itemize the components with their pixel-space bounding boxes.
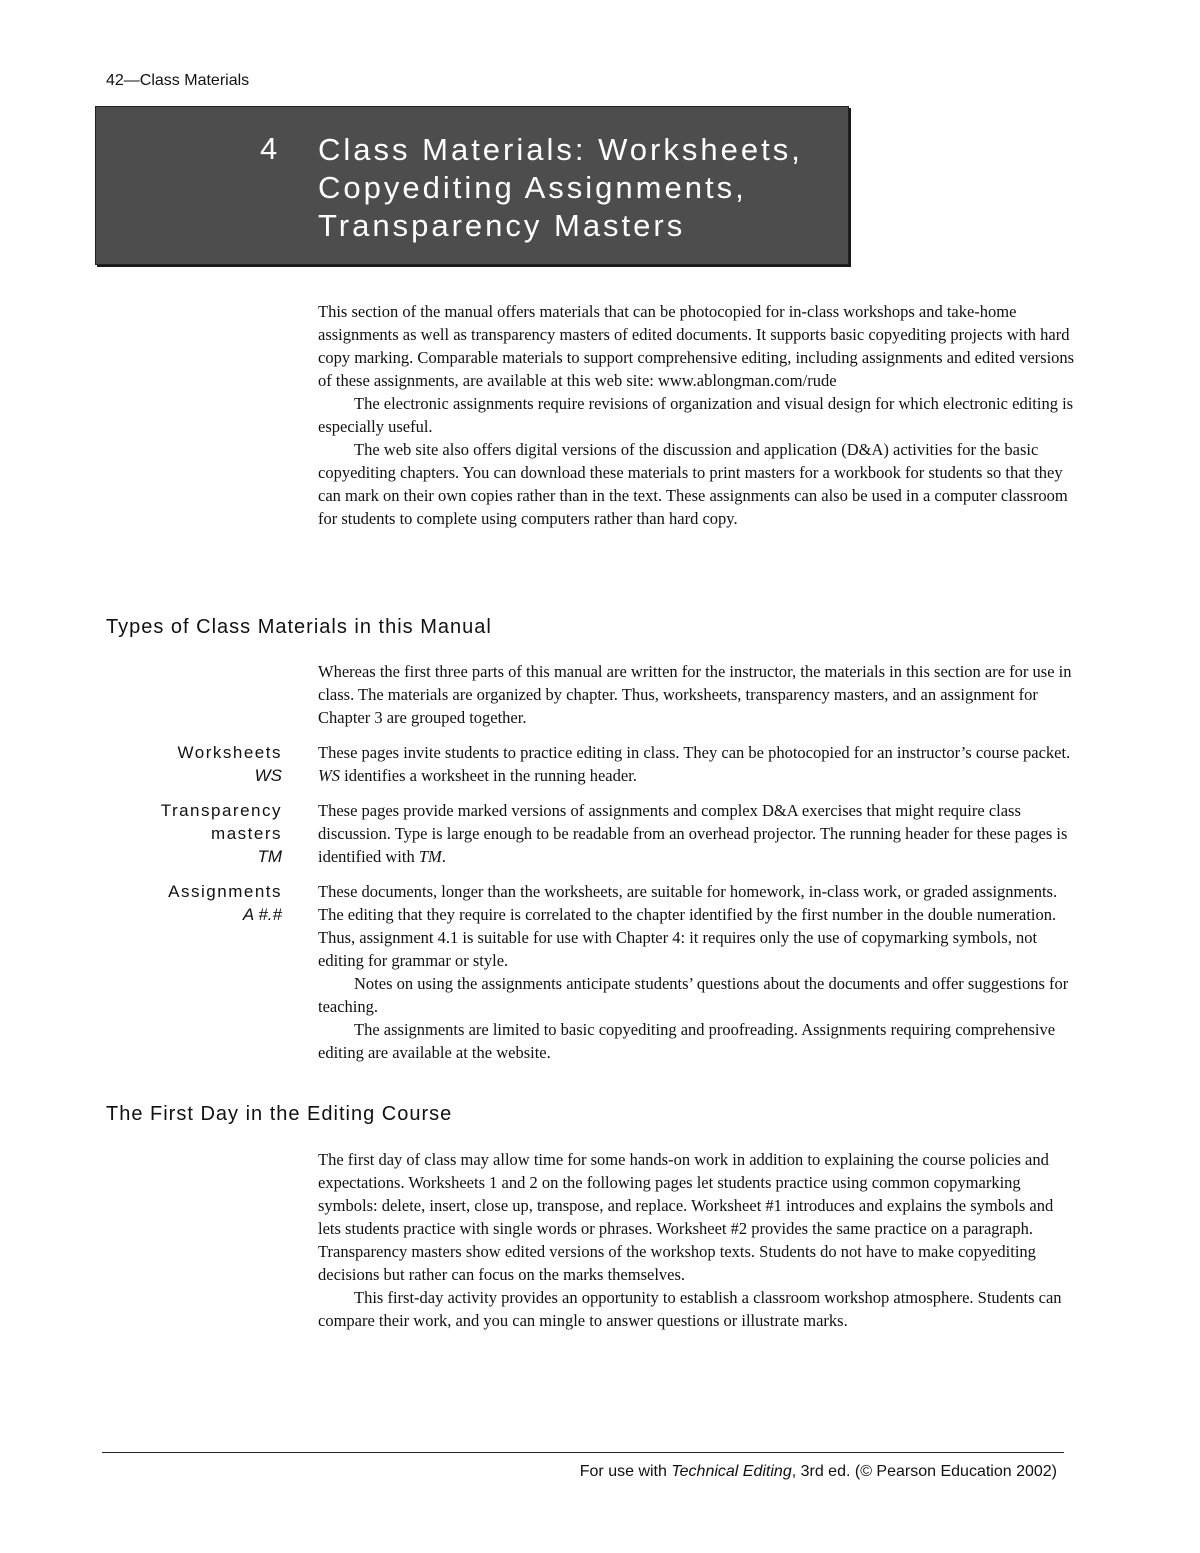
assignments-paragraph: Notes on using the assignments anticipate students’ questions about the documents and offer suggestions for teaching. xyxy=(318,974,1069,1016)
term-label: Worksheets xyxy=(177,743,282,762)
assignments-paragraph: These documents, longer than the worksheets, are suitable for homework, in-class work, or graded assignments. The editing that they require is correlated to the chapter identified by the first number in the double numeration. Thus, assignment 4.1 is suitable for use with Chapter 4: it requires only the use of copymarking symbols, not editing for grammar or style. xyxy=(318,882,1058,970)
term-label: Transparency xyxy=(160,801,282,820)
term-abbreviation: A #.# xyxy=(242,905,282,924)
first-day-paragraph: This first-day activity provides an opportunity to establish a classroom workshop atmosphere. Students can compare their work, and you can mingle to answer questions or illustrate marks. xyxy=(318,1288,1062,1330)
term-abbreviation: TM xyxy=(257,847,282,866)
intro-paragraph: This section of the manual offers materials that can be photocopied for in-class workshops and take-home assignments as well as transparency masters of edited documents. It supports basic copyediting projects with hard copy marking. Comparable materials to support comprehensive editing, including assignments and edited versions of these assignments, are available at this web site: www.ablongman.com/rude xyxy=(318,302,1075,390)
running-head: 42—Class Materials xyxy=(106,72,250,89)
chapter-banner xyxy=(95,106,849,265)
chapter-number: 4 xyxy=(260,131,280,166)
transparency-description xyxy=(318,799,1078,868)
intro-text xyxy=(318,300,1078,530)
worksheets-description xyxy=(318,741,1078,787)
assignments-paragraph: The assignments are limited to basic copyediting and proofreading. Assignments requiring comprehensive editing are available at the website. xyxy=(318,1020,1056,1062)
first-day-text xyxy=(318,1148,1078,1332)
transparency-paragraph: These pages provide marked versions of assignments and complex D&A exercises that might require class discussion. Type is large enough to be readable from an overhead projector. The running header for these pages is identified with TM. xyxy=(318,801,1068,866)
assignments-description xyxy=(318,880,1078,1064)
types-intro xyxy=(318,660,1078,729)
chapter-title-line: Class Materials: Worksheets, xyxy=(318,132,803,167)
term-label: masters xyxy=(211,824,282,843)
intro-paragraph: The web site also offers digital versions of the discussion and application (D&A) activities for the basic copyediting chapters. You can download these materials to print masters for a workbook for students so that they can mark on their own copies rather than in the text. These assignments can also be used in a computer classroom for students to complete using computers rather than hard copy. xyxy=(318,440,1068,528)
term-transparency-masters xyxy=(161,799,282,868)
term-label: Assignments xyxy=(168,882,282,901)
term-abbreviation: WS xyxy=(254,766,282,785)
types-intro-paragraph: Whereas the first three parts of this manual are written for the instructor, the materials in this section are for use in class. The materials are organized by chapter. Thus, worksheets, transparency masters, and an assignment for Chapter 3 are grouped together. xyxy=(318,662,1072,727)
first-day-paragraph: The first day of class may allow time for some hands-on work in addition to explaining the course policies and expectations. Worksheets 1 and 2 on the following pages let students practice using common copymarking symbols: delete, insert, close up, transpose, and replace. Worksheet #1 introduces and explains the symbols and lets students practice with single words or phrases. Worksheet #2 provides the same practice on a paragraph. Transparency masters show edited versions of the workshop texts. Students do not have to make copyediting decisions but rather can focus on the marks themselves. xyxy=(318,1150,1054,1284)
book-title: Technical Editing xyxy=(671,1463,792,1480)
chapter-title-line: Transparency Masters xyxy=(318,208,686,243)
term-worksheets xyxy=(178,741,282,787)
section-heading-types: Types of Class Materials in this Manual xyxy=(106,616,492,638)
worksheets-paragraph: These pages invite students to practice editing in class. They can be photocopied for an instructor’s course packet. WS identifies a worksheet in the running header. xyxy=(318,743,1071,785)
section-heading-first-day: The First Day in the Editing Course xyxy=(106,1103,453,1125)
term-assignments xyxy=(168,880,282,926)
footer-rule xyxy=(102,1452,1064,1453)
intro-paragraph: The electronic assignments require revisions of organization and visual design for which electronic editing is especially useful. xyxy=(318,394,1074,436)
chapter-title xyxy=(318,131,838,245)
chapter-title-line: Copyediting Assignments, xyxy=(318,170,747,205)
footer-credit: For use with Technical Editing, 3rd ed. (© Pearson Education 2002) xyxy=(579,1463,1057,1480)
